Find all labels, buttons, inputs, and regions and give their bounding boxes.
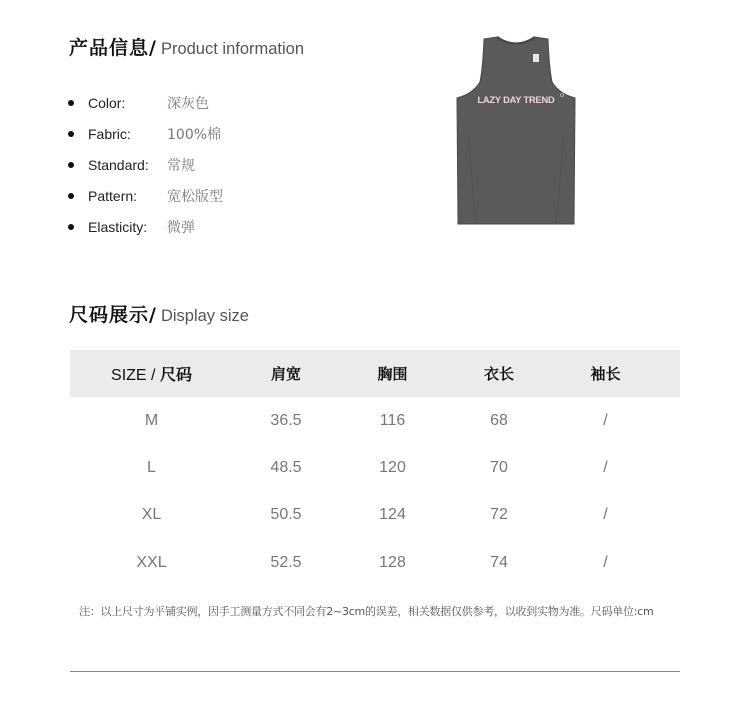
measurement-note: 注：以上尺寸为平铺实例，因手工测量方式不同会有2~3cm的误差，相关数据仅供参考，以收到实物为准。尺码单位:cm [79, 605, 654, 618]
table-row [70, 492, 680, 539]
size-label-tag [533, 54, 539, 62]
cell-size: L [147, 458, 156, 476]
attribute-item [68, 119, 223, 150]
attribute-key: Pattern: [88, 187, 138, 204]
cell-shoulder: 50.5 [270, 506, 302, 524]
size-section-title [69, 300, 249, 327]
bullet-icon [68, 131, 74, 137]
cell-chest: 128 [379, 553, 406, 571]
table-row [70, 539, 680, 586]
cell-size: M [144, 411, 159, 429]
cell-sleeve: / [603, 553, 608, 571]
product-attribute-list [68, 88, 223, 242]
attribute-item [68, 180, 223, 211]
product-info-title [69, 33, 304, 60]
size-title-cn: 尺码展示/ [69, 304, 157, 326]
size-table-header [70, 350, 680, 397]
header-shoulder: 肩宽 [270, 365, 301, 383]
cell-chest: 116 [379, 411, 406, 429]
attribute-key: Color: [88, 95, 126, 112]
product-info-title-en: Product information [160, 40, 305, 58]
attribute-key: Standard: [88, 156, 149, 173]
cell-shoulder: 48.5 [270, 458, 302, 476]
cell-chest: 120 [379, 458, 406, 476]
bullet-icon [68, 162, 74, 168]
attribute-value: 微弹 [167, 219, 195, 236]
bullet-icon [68, 193, 74, 199]
header-size: SIZE / 尺码 [111, 365, 192, 384]
header-length: 衣长 [483, 365, 514, 383]
cell-length: 68 [490, 411, 508, 429]
attribute-value: 深灰色 [167, 96, 209, 113]
bullet-icon [68, 100, 74, 106]
attribute-value: 100%棉 [167, 127, 222, 144]
cell-chest: 124 [379, 506, 406, 524]
table-row [70, 397, 680, 444]
product-tank-top-image [454, 36, 578, 228]
cell-sleeve: / [603, 411, 608, 429]
cell-shoulder: 52.5 [270, 553, 302, 571]
cell-length: 74 [490, 553, 508, 571]
cell-length: 70 [490, 458, 508, 476]
header-sleeve: 袖长 [590, 365, 621, 383]
cell-sleeve: / [603, 506, 608, 524]
attribute-key: Elasticity: [88, 218, 148, 235]
cell-length: 72 [490, 506, 508, 524]
attribute-item [68, 150, 223, 181]
size-table [70, 350, 680, 586]
attribute-key: Fabric: [88, 126, 131, 143]
attribute-value: 常规 [167, 157, 195, 174]
attribute-item [68, 88, 223, 119]
attribute-item [68, 211, 223, 242]
cell-size: XL [141, 506, 162, 524]
size-title-en: Display size [160, 307, 249, 325]
attribute-value: 宽松版型 [167, 188, 223, 205]
product-info-title-cn: 产品信息/ [69, 37, 157, 59]
cell-size: XXL [136, 553, 167, 571]
header-chest: 胸围 [377, 365, 408, 383]
bullet-icon [68, 224, 74, 230]
bottom-divider [70, 671, 680, 672]
shirt-print-text: LAZY DAY TREND [477, 95, 555, 105]
table-row [70, 444, 680, 491]
cell-shoulder: 36.5 [270, 411, 302, 429]
cell-sleeve: / [603, 458, 608, 476]
